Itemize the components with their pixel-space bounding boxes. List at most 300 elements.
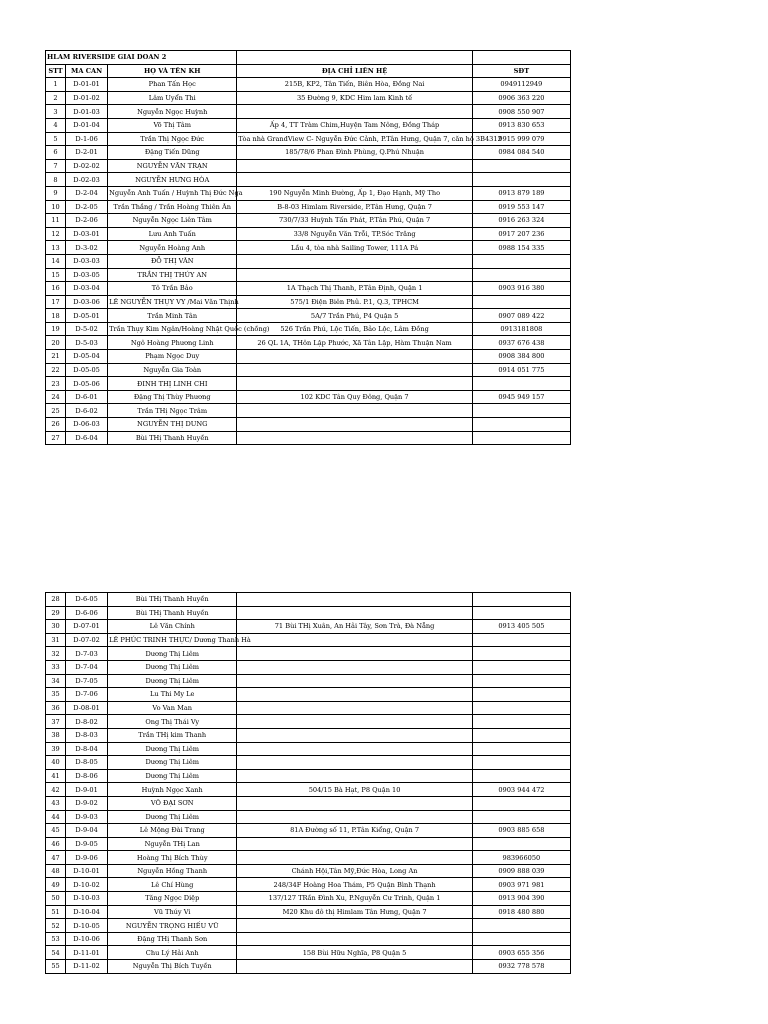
table-row <box>46 295 571 309</box>
ma-can-cell: D-7-06 <box>66 688 108 702</box>
table-row <box>46 688 571 702</box>
address-cell: 81A Đường số 11, P.Tân Kiểng, Quận 7 <box>237 824 472 838</box>
stt-cell: 46 <box>46 837 66 851</box>
stt-cell: 30 <box>46 620 66 634</box>
name-cell: VÕ ĐẠI SƠN <box>108 796 237 810</box>
table-row <box>46 810 571 824</box>
address-cell <box>237 606 472 620</box>
phone-cell: 0908 550 907 <box>472 105 570 119</box>
table-row <box>46 824 571 838</box>
name-cell: Trần Thắng / Trần Hoàng Thiên Ân <box>108 200 237 214</box>
stt-cell: 5 <box>46 132 66 146</box>
stt-cell: 23 <box>46 377 66 391</box>
stt-cell: 24 <box>46 390 66 404</box>
address-cell <box>237 105 472 119</box>
table-row <box>46 173 571 187</box>
address-cell <box>237 960 472 974</box>
table-row <box>46 878 571 892</box>
name-cell: NGUYỄN HƯNG HÒA <box>108 173 237 187</box>
stt-cell: 42 <box>46 783 66 797</box>
phone-cell <box>472 756 570 770</box>
stt-cell: 47 <box>46 851 66 865</box>
address-cell <box>237 377 472 391</box>
name-cell: Chu Lý Hải Anh <box>108 946 237 960</box>
address-cell: 215B, KP2, Tân Tiến, Biên Hòa, Đồng Nai <box>237 78 472 92</box>
stt-cell: 43 <box>46 796 66 810</box>
table-row <box>46 946 571 960</box>
phone-cell <box>472 418 570 432</box>
address-cell: Tòa nhà GrandView C- Nguyễn Đức Cảnh, P.Tân Hưng, Quận 7, căn hộ 3B4312 <box>237 132 472 146</box>
ma-can-cell: D-11-02 <box>66 960 108 974</box>
ma-can-cell: D-9-03 <box>66 810 108 824</box>
name-cell: Nguyễn THị Lan <box>108 837 237 851</box>
phone-cell: 0913 830 653 <box>472 118 570 132</box>
table-row <box>46 159 571 173</box>
table-row <box>46 728 571 742</box>
table-row <box>46 769 571 783</box>
phone-cell <box>472 932 570 946</box>
stt-cell: 44 <box>46 810 66 824</box>
stt-cell: 4 <box>46 118 66 132</box>
ma-can-cell: D-8-02 <box>66 715 108 729</box>
name-cell: Phan Tấn Học <box>108 78 237 92</box>
stt-cell: 29 <box>46 606 66 620</box>
ma-can-cell: D-9-06 <box>66 851 108 865</box>
stt-cell: 15 <box>46 268 66 282</box>
name-cell: Đặng Thị Thùy Phương <box>108 390 237 404</box>
ma-can-cell: D-7-04 <box>66 660 108 674</box>
phone-cell: 0937 676 438 <box>472 336 570 350</box>
stt-cell: 53 <box>46 932 66 946</box>
phone-cell: 0984 084 540 <box>472 146 570 160</box>
table-row <box>46 606 571 620</box>
name-cell: Đặng Tiến Dũng <box>108 146 237 160</box>
phone-cell <box>472 647 570 661</box>
ma-can-cell: D-03-06 <box>66 295 108 309</box>
address-cell <box>237 796 472 810</box>
address-cell <box>237 363 472 377</box>
phone-cell <box>472 742 570 756</box>
ma-can-cell: D-02-02 <box>66 159 108 173</box>
stt-cell: 17 <box>46 295 66 309</box>
ma-can-cell: D-07-02 <box>66 633 108 647</box>
phone-cell: 9915 999 079 <box>472 132 570 146</box>
ma-can-cell: D-03-03 <box>66 254 108 268</box>
name-cell: LÊ NGUYỄN THỤY VY /Mai Văn Thịnh <box>108 295 237 309</box>
ma-can-cell: D-02-03 <box>66 173 108 187</box>
phone-cell: 0913181808 <box>472 322 570 336</box>
table-row <box>46 660 571 674</box>
header-row <box>46 64 571 78</box>
address-cell <box>237 919 472 933</box>
stt-cell: 6 <box>46 146 66 160</box>
ma-can-cell: D-9-05 <box>66 837 108 851</box>
customer-table-part-1 <box>45 50 571 445</box>
ma-can-cell: D-05-04 <box>66 350 108 364</box>
ma-can-cell: D-6-01 <box>66 390 108 404</box>
name-cell: Trần THị Ngọc Trâm <box>108 404 237 418</box>
stt-cell: 9 <box>46 186 66 200</box>
name-cell: ĐỖ THỊ VÂN <box>108 254 237 268</box>
address-cell <box>237 688 472 702</box>
stt-cell: 33 <box>46 660 66 674</box>
address-cell <box>237 633 472 647</box>
name-cell: Phạm Ngọc Duy <box>108 350 237 364</box>
stt-cell: 26 <box>46 418 66 432</box>
phone-cell <box>472 633 570 647</box>
ma-can-cell: D-6-04 <box>66 431 108 445</box>
ma-can-cell: D-9-01 <box>66 783 108 797</box>
ma-can-cell: D-01-03 <box>66 105 108 119</box>
ma-can-cell: D-01-01 <box>66 78 108 92</box>
stt-cell: 40 <box>46 756 66 770</box>
phone-cell <box>472 606 570 620</box>
name-cell: NGUYỄN TRỌNG HIẾU VŨ <box>108 919 237 933</box>
table-row <box>46 674 571 688</box>
address-cell: Ấp 4, TT Tràm Chim,Huyện Tam Nông, Đồng Tháp <box>237 118 472 132</box>
name-cell: ĐINH THỊ LINH CHI <box>108 377 237 391</box>
table-row <box>46 647 571 661</box>
header-stt: STT <box>46 64 66 78</box>
stt-cell: 55 <box>46 960 66 974</box>
name-cell: Lê Chí Hùng <box>108 878 237 892</box>
name-cell: Dương Thị Liêm <box>108 769 237 783</box>
table-row <box>46 919 571 933</box>
stt-cell: 7 <box>46 159 66 173</box>
stt-cell: 10 <box>46 200 66 214</box>
ma-can-cell: D-2-01 <box>66 146 108 160</box>
stt-cell: 45 <box>46 824 66 838</box>
phone-cell <box>472 431 570 445</box>
address-cell <box>237 660 472 674</box>
address-cell <box>237 701 472 715</box>
name-cell: Dương Thị Liêm <box>108 660 237 674</box>
address-cell <box>237 769 472 783</box>
phone-cell: 0913 904 390 <box>472 892 570 906</box>
name-cell: Trần THị kim Thanh <box>108 728 237 742</box>
ma-can-cell: D-8-03 <box>66 728 108 742</box>
phone-cell <box>472 769 570 783</box>
table-row <box>46 200 571 214</box>
address-cell: 71 Bùi THị Xuân, An Hải Tây, Sơn Trà, Đà Nẵng <box>237 620 472 634</box>
ma-can-cell: D-2-04 <box>66 186 108 200</box>
name-cell: TRẦN THỊ THÚY AN <box>108 268 237 282</box>
name-cell: Trần Minh Tân <box>108 309 237 323</box>
stt-cell: 18 <box>46 309 66 323</box>
table-row <box>46 960 571 974</box>
address-cell <box>237 932 472 946</box>
ma-can-cell: D-11-01 <box>66 946 108 960</box>
name-cell: Nguyễn Hoàng Anh <box>108 241 237 255</box>
address-cell: 35 Đường 9, KDC Him lam Kinh tế <box>237 91 472 105</box>
name-cell: Đặng THị Thanh Sơn <box>108 932 237 946</box>
address-cell <box>237 756 472 770</box>
address-cell: 158 Bùi Hữu Nghĩa, P8 Quận 5 <box>237 946 472 960</box>
ma-can-cell: D-6-06 <box>66 606 108 620</box>
address-cell <box>237 254 472 268</box>
name-cell: Tô Trần Bảo <box>108 282 237 296</box>
table-row <box>46 932 571 946</box>
address-cell: 185/78/6 Phan Đình Phùng, Q.Phú Nhuận <box>237 146 472 160</box>
name-cell: Vo Van Man <box>108 701 237 715</box>
ma-can-cell: D-06-03 <box>66 418 108 432</box>
ma-can-cell: D-10-02 <box>66 878 108 892</box>
phone-cell <box>472 715 570 729</box>
address-cell: Chánh Hội,Tân Mỹ,Đức Hòa, Long An <box>237 864 472 878</box>
stt-cell: 3 <box>46 105 66 119</box>
address-cell <box>237 837 472 851</box>
table-row <box>46 783 571 797</box>
stt-cell: 8 <box>46 173 66 187</box>
stt-cell: 27 <box>46 431 66 445</box>
name-cell: Ong Thị Thái Vy <box>108 715 237 729</box>
stt-cell: 25 <box>46 404 66 418</box>
header-name: HỌ VÀ TÊN KH <box>108 64 237 78</box>
ma-can-cell: D-1-06 <box>66 132 108 146</box>
ma-can-cell: D-2-06 <box>66 214 108 228</box>
ma-can-cell: D-7-03 <box>66 647 108 661</box>
address-cell <box>237 159 472 173</box>
ma-can-cell: D-08-01 <box>66 701 108 715</box>
table-row <box>46 214 571 228</box>
address-cell: 102 KDC Tân Quy Đông, Quận 7 <box>237 390 472 404</box>
address-cell: B-8-03 Himlam Riverside, P.Tân Hưng, Quận 7 <box>237 200 472 214</box>
stt-cell: 2 <box>46 91 66 105</box>
table-row <box>46 633 571 647</box>
stt-cell: 11 <box>46 214 66 228</box>
phone-cell: 0919 553 147 <box>472 200 570 214</box>
stt-cell: 21 <box>46 350 66 364</box>
ma-can-cell: D-8-06 <box>66 769 108 783</box>
phone-cell <box>472 688 570 702</box>
address-cell <box>237 728 472 742</box>
address-cell: 526 Trần Phú, Lộc Tiến, Bảo Lộc, Lâm Đồng <box>237 322 472 336</box>
stt-cell: 1 <box>46 78 66 92</box>
ma-can-cell: D-10-05 <box>66 919 108 933</box>
table-row <box>46 864 571 878</box>
stt-cell: 16 <box>46 282 66 296</box>
ma-can-cell: D-9-02 <box>66 796 108 810</box>
phone-cell <box>472 728 570 742</box>
phone-cell: 0907 089 422 <box>472 309 570 323</box>
table-row <box>46 837 571 851</box>
name-cell: Dương Thị Liêm <box>108 742 237 756</box>
stt-cell: 13 <box>46 241 66 255</box>
address-cell: 5A/7 Trần Phú, P4 Quận 5 <box>237 309 472 323</box>
table-row <box>46 905 571 919</box>
address-cell <box>237 418 472 432</box>
stt-cell: 48 <box>46 864 66 878</box>
phone-cell: 0903 944 472 <box>472 783 570 797</box>
name-cell: LÊ PHÚC TRINH THỰC/ Dương Thanh Hà <box>108 633 237 647</box>
phone-cell <box>472 377 570 391</box>
stt-cell: 38 <box>46 728 66 742</box>
address-cell <box>237 350 472 364</box>
name-cell: Lu Thi My Le <box>108 688 237 702</box>
table-row <box>46 350 571 364</box>
phone-cell: 0903 885 658 <box>472 824 570 838</box>
ma-can-cell: D-03-01 <box>66 227 108 241</box>
ma-can-cell: D-5-02 <box>66 322 108 336</box>
stt-cell: 22 <box>46 363 66 377</box>
ma-can-cell: D-03-05 <box>66 268 108 282</box>
address-cell <box>237 431 472 445</box>
address-cell <box>237 810 472 824</box>
phone-cell: 0914 051 775 <box>472 363 570 377</box>
address-cell: 137/127 TRần Đình Xu, P.Nguyễn Cư Trinh, Quận 1 <box>237 892 472 906</box>
table-row <box>46 404 571 418</box>
ma-can-cell: D-05-01 <box>66 309 108 323</box>
phone-cell <box>472 159 570 173</box>
table-row <box>46 186 571 200</box>
table-row <box>46 322 571 336</box>
phone-cell: 0932 778 578 <box>472 960 570 974</box>
phone-cell: 0903 971 981 <box>472 878 570 892</box>
address-cell <box>237 715 472 729</box>
address-cell <box>237 742 472 756</box>
ma-can-cell: D-8-04 <box>66 742 108 756</box>
name-cell: Nguyễn Thị Bích Tuyền <box>108 960 237 974</box>
ma-can-cell: D-07-01 <box>66 620 108 634</box>
name-cell: Ngô Hoàng Phương Linh <box>108 336 237 350</box>
ma-can-cell: D-05-05 <box>66 363 108 377</box>
phone-cell: 0916 263 324 <box>472 214 570 228</box>
name-cell: Trần Thụy Kim Ngân/Hoàng Nhật Quốc (chồng) <box>108 322 237 336</box>
table-row <box>46 146 571 160</box>
phone-cell: 0906 363 220 <box>472 91 570 105</box>
table-row <box>46 254 571 268</box>
name-cell: Dương Thị Liêm <box>108 647 237 661</box>
address-cell: Lầu 4, tòa nhà Sailing Tower, 111A Pá <box>237 241 472 255</box>
phone-cell: 0945 949 157 <box>472 390 570 404</box>
phone-cell <box>472 660 570 674</box>
phone-cell <box>472 837 570 851</box>
table-row <box>46 418 571 432</box>
sheet-title: HLAM RIVERSIDE GIAI DOAN 2 <box>46 51 237 65</box>
phone-cell <box>472 404 570 418</box>
stt-cell: 19 <box>46 322 66 336</box>
stt-cell: 14 <box>46 254 66 268</box>
stt-cell: 54 <box>46 946 66 960</box>
name-cell: Dương Thị Liêm <box>108 674 237 688</box>
address-cell <box>237 851 472 865</box>
table-row <box>46 227 571 241</box>
phone-cell: 0913 879 189 <box>472 186 570 200</box>
phone-cell: 0949112949 <box>472 78 570 92</box>
address-cell: 575/1 Điện Biên Phủ. P.1, Q.3, TPHCM <box>237 295 472 309</box>
address-cell: M20 Khu đô thị Himlam Tân Hưng, Quận 7 <box>237 905 472 919</box>
address-cell <box>237 268 472 282</box>
name-cell: Lê Văn Chính <box>108 620 237 634</box>
name-cell: Dương Thị Liêm <box>108 756 237 770</box>
name-cell: Trần Thị Ngọc Đức <box>108 132 237 146</box>
stt-cell: 49 <box>46 878 66 892</box>
customer-table-part-2 <box>45 592 571 974</box>
ma-can-cell: D-03-04 <box>66 282 108 296</box>
phone-cell: 0909 888 039 <box>472 864 570 878</box>
ma-can-cell: D-7-05 <box>66 674 108 688</box>
name-cell: Nguyễn Anh Tuấn / Huỳnh Thị Đức Nga <box>108 186 237 200</box>
stt-cell: 41 <box>46 769 66 783</box>
stt-cell: 36 <box>46 701 66 715</box>
address-cell <box>237 647 472 661</box>
address-cell <box>237 404 472 418</box>
phone-cell <box>472 593 570 607</box>
name-cell: Vũ Thúy Vi <box>108 905 237 919</box>
name-cell: Dương Thị Liêm <box>108 810 237 824</box>
phone-cell <box>472 810 570 824</box>
stt-cell: 39 <box>46 742 66 756</box>
address-cell: 26 QL 1A, THôn Lập Phước, Xã Tân Lập, Hàm Thuận Nam <box>237 336 472 350</box>
phone-cell: 0988 154 335 <box>472 241 570 255</box>
name-cell: Hoàng Thị Bích Thùy <box>108 851 237 865</box>
table-row <box>46 756 571 770</box>
table-row <box>46 78 571 92</box>
phone-cell <box>472 796 570 810</box>
address-cell: 33/8 Nguyễn Văn Trỗi, TP.Sóc Trăng <box>237 227 472 241</box>
table-row <box>46 91 571 105</box>
header-address: ĐỊA CHỈ LIÊN HỆ <box>237 64 472 78</box>
phone-cell <box>472 701 570 715</box>
table-row <box>46 593 571 607</box>
table-row <box>46 336 571 350</box>
stt-cell: 31 <box>46 633 66 647</box>
name-cell: Huỳnh Ngọc Xanh <box>108 783 237 797</box>
name-cell: NGUYỄN THỊ DUNG <box>108 418 237 432</box>
table-row <box>46 701 571 715</box>
table-row <box>46 282 571 296</box>
stt-cell: 51 <box>46 905 66 919</box>
ma-can-cell: D-10-03 <box>66 892 108 906</box>
table-row <box>46 796 571 810</box>
table-row <box>46 431 571 445</box>
name-cell: NGUYỄN VĂN TRẠN <box>108 159 237 173</box>
phone-cell: 0903 655 356 <box>472 946 570 960</box>
table-row <box>46 377 571 391</box>
ma-can-cell: D-01-02 <box>66 91 108 105</box>
table-row <box>46 892 571 906</box>
phone-cell <box>472 268 570 282</box>
phone-cell <box>472 254 570 268</box>
table-row <box>46 309 571 323</box>
address-cell: 504/15 Bà Hạt, P8 Quận 10 <box>237 783 472 797</box>
address-cell <box>237 173 472 187</box>
phone-cell: 0918 480 880 <box>472 905 570 919</box>
name-cell: Nguyễn Hồng Thanh <box>108 864 237 878</box>
header-phone: SĐT <box>472 64 570 78</box>
phone-cell: 0917 207 236 <box>472 227 570 241</box>
name-cell: Bùi THị Thanh Huyền <box>108 606 237 620</box>
phone-cell <box>472 919 570 933</box>
table-row <box>46 715 571 729</box>
address-cell: 248/34F Hoàng Hoa Thám, P5 Quận Bình Thạnh <box>237 878 472 892</box>
name-cell: Bùi THị Thanh Huyền <box>108 593 237 607</box>
address-cell: 730/7/33 Huỳnh Tấn Phát, P.Tân Phú, Quận 7 <box>237 214 472 228</box>
stt-cell: 52 <box>46 919 66 933</box>
table-row <box>46 132 571 146</box>
name-cell: Tăng Ngọc Diệp <box>108 892 237 906</box>
phone-cell: 0903 916 380 <box>472 282 570 296</box>
stt-cell: 32 <box>46 647 66 661</box>
name-cell: Bùi THị Thanh Huyền <box>108 431 237 445</box>
stt-cell: 37 <box>46 715 66 729</box>
table-row <box>46 241 571 255</box>
table-row <box>46 620 571 634</box>
ma-can-cell: D-2-05 <box>66 200 108 214</box>
stt-cell: 50 <box>46 892 66 906</box>
phone-cell: 983966050 <box>472 851 570 865</box>
ma-can-cell: D-3-02 <box>66 241 108 255</box>
